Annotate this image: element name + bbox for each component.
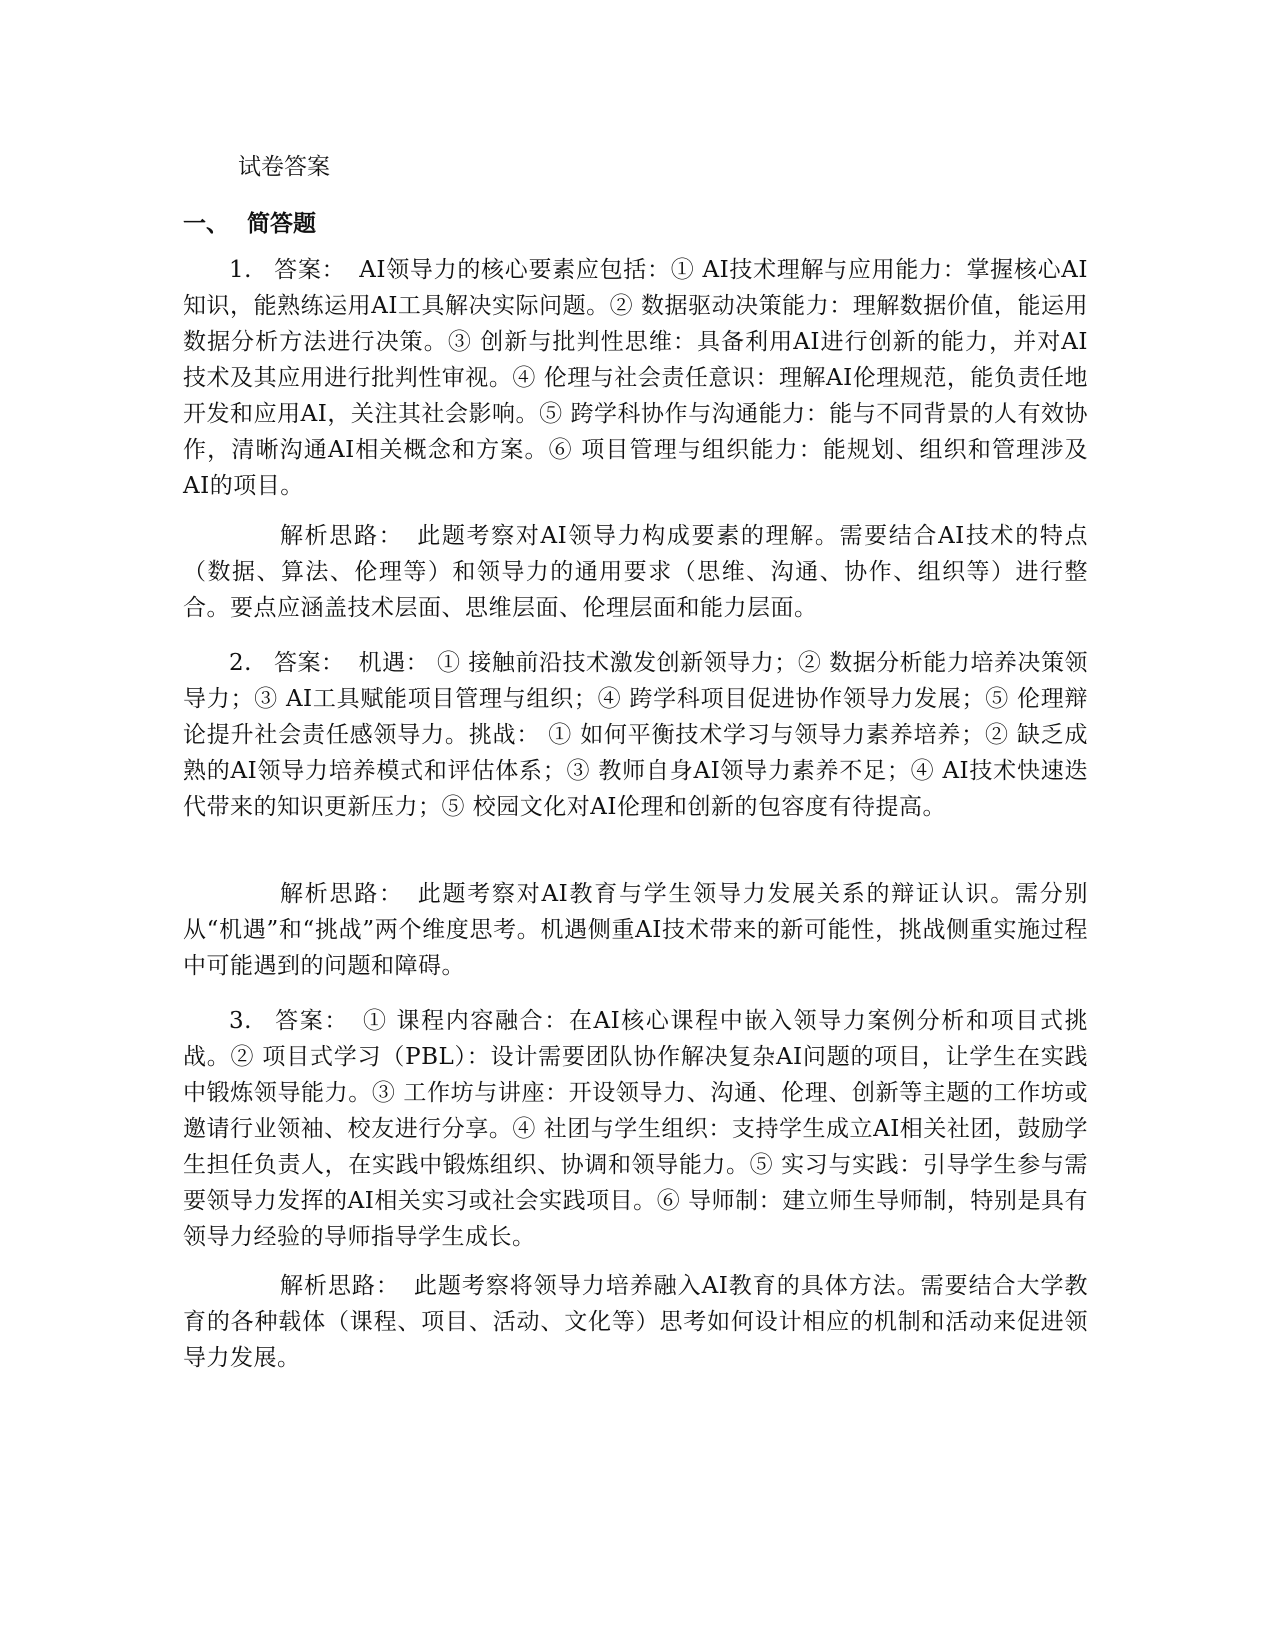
item-2-answer-text: 机遇： ① 接触前沿技术激发创新领导力；② 数据分析能力培养决策领导力；③ AI工具赋能项目管理与组织；④ 跨学科项目促进协作领导力发展；⑤ 伦理辩论提升社会责任感领导力。挑战： ① 如何平衡技术学习与领导力素养培养；② 缺乏成熟的AI领导力培养模式和评估体系；③ 教师自身AI领导力素养不足；④ AI技术快速迭代带来的知识更新压力；⑤ 校园文化对AI伦理和创新的包容度有待提高。 bbox=[183, 650, 1088, 820]
item-2-answer bbox=[183, 645, 1088, 825]
item-2-answer-label: 答案： bbox=[273, 650, 345, 676]
section-title: 简答题 bbox=[247, 211, 316, 237]
item-1-analysis bbox=[183, 518, 1088, 626]
item-3-answer bbox=[183, 1003, 1088, 1255]
item-1-answer-text: AI领导力的核心要素应包括：① AI技术理解与应用能力：掌握核心AI知识，能熟练运用AI工具解决实际问题。② 数据驱动决策能力：理解数据价值，能运用数据分析方法进行决策。③ 创新与批判性思维：具备利用AI进行创新的能力，并对AI技术及其应用进行批判性审视。④ 伦理与社会责任意识：理解AI伦理规范，能负责任地开发和应用AI，关注其社会影响。⑤ 跨学科协作与沟通能力：能与不同背景的人有效协作，清晰沟通AI相关概念和方案。⑥ 项目管理与组织能力：能规划、组织和管理涉及AI的项目。 bbox=[183, 257, 1088, 499]
item-2-number: 2. bbox=[229, 650, 252, 676]
item-3-analysis-text: 此题考察将领导力培养融入AI教育的具体方法。需要结合大学教育的各种载体（课程、项目、活动、文化等）思考如何设计相应的机制和活动来促进领导力发展。 bbox=[183, 1273, 1088, 1371]
item-3-number: 3. bbox=[229, 1008, 252, 1034]
item-3-analysis-label: 解析思路： bbox=[280, 1273, 400, 1299]
item-3-analysis bbox=[183, 1268, 1088, 1376]
item-2-analysis bbox=[183, 876, 1088, 984]
item-3-answer-label: 答案： bbox=[273, 1008, 349, 1034]
item-1-analysis-label: 解析思路： bbox=[280, 523, 404, 549]
section-number: 一、 bbox=[183, 211, 229, 237]
item-1-answer-label: 答案： bbox=[273, 257, 346, 283]
section-heading bbox=[183, 207, 316, 241]
document-title: 试卷答案 bbox=[238, 154, 330, 180]
item-1-analysis-text: 此题考察对AI领导力构成要素的理解。需要结合AI技术的特点（数据、算法、伦理等）和领导力的通用要求（思维、沟通、协作、组织等）进行整合。要点应涵盖技术层面、思维层面、伦理层面和能力层面。 bbox=[183, 523, 1089, 621]
item-2-analysis-label: 解析思路： bbox=[280, 881, 404, 907]
item-1-answer bbox=[183, 252, 1088, 504]
item-1-number: 1. bbox=[229, 257, 252, 283]
item-2-analysis-text: 此题考察对AI教育与学生领导力发展关系的辩证认识。需分别从“机遇”和“挑战”两个维度思考。机遇侧重AI技术带来的新可能性，挑战侧重实施过程中可能遇到的问题和障碍。 bbox=[183, 881, 1089, 979]
item-3-answer-text: ① 课程内容融合：在AI核心课程中嵌入领导力案例分析和项目式挑战。② 项目式学习（PBL）：设计需要团队协作解决复杂AI问题的项目，让学生在实践中锻炼领导能力。③ 工作坊与讲座：开设领导力、沟通、伦理、创新等主题的工作坊或邀请行业领袖、校友进行分享。④ 社团与学生组织：支持学生成立AI相关社团，鼓励学生担任负责人，在实践中锻炼组织、协调和领导能力。⑤ 实习与实践：引导学生参与需要领导力发挥的AI相关实习或社会实践项目。⑥ 导师制：建立师生导师制，特别是具有领导力经验的导师指导学生成长。 bbox=[183, 1008, 1089, 1250]
